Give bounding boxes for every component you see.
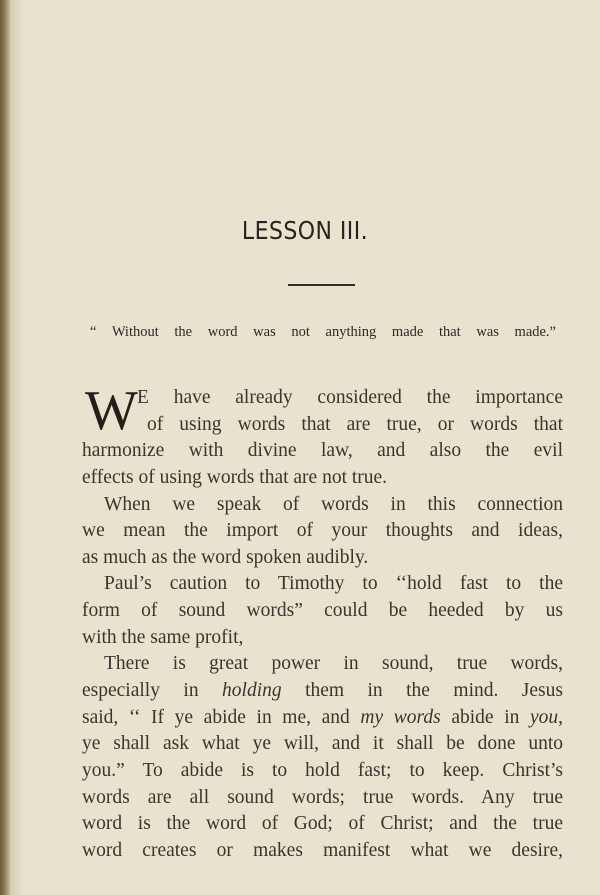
text-segment: word creates or makes manifest what we desire, — [82, 839, 563, 861]
text-segment: you.” To abide is to hold fast; to keep. Christ’s — [82, 759, 563, 781]
text-line — [82, 385, 563, 412]
text-segment: word is the word of God; of Christ; and the true — [82, 813, 563, 835]
drop-cap: W — [85, 380, 138, 442]
text-segment: we mean the import of your thoughts and ideas, — [82, 520, 563, 542]
text-line — [82, 465, 563, 492]
text-segment: words are all sound words; true words. Any true — [82, 786, 563, 808]
text-segment: Paul’s caution to Timothy to ‘‘hold fast to the — [104, 573, 563, 595]
body-lines — [82, 380, 564, 865]
italic-text: you — [529, 706, 559, 728]
text-line — [82, 492, 563, 519]
text-line — [82, 705, 563, 732]
book-spine-shadow — [0, 0, 10, 895]
text-segment: of using words that are true, or words that — [147, 413, 563, 435]
text-line — [82, 412, 563, 439]
text-segment: There is great power in sound, true words, — [104, 653, 563, 675]
text-segment: said, ‘‘ If ye abide in me, and — [82, 706, 361, 728]
text-line — [82, 811, 563, 838]
text-line — [82, 731, 563, 758]
text-segment: , — [558, 706, 564, 728]
text-line — [82, 625, 563, 652]
lesson-title: LESSON III. — [241, 216, 369, 245]
text-line — [82, 651, 563, 678]
text-line — [82, 598, 563, 625]
text-segment: form of sound words” could be heeded by us — [82, 600, 563, 622]
italic-text: holding — [222, 680, 282, 702]
title-rule — [288, 284, 355, 286]
text-line — [82, 838, 563, 865]
epigraph: “ Without the word was not anything made that was made.” — [90, 324, 556, 340]
text-line — [82, 678, 563, 705]
text-segment: E have already considered the importance — [137, 387, 563, 408]
text-line — [82, 545, 563, 572]
text-line — [82, 438, 563, 465]
page-gutter — [10, 0, 24, 895]
text-segment: abide in — [440, 706, 530, 728]
text-segment: them in the mind. Jesus — [281, 680, 563, 702]
text-segment: When we speak of words in this connection — [104, 493, 563, 515]
text-line — [82, 785, 563, 812]
text-segment: with the same profit, — [82, 626, 244, 648]
text-segment: ye shall ask what ye will, and it shall be done unto — [82, 733, 563, 755]
text-line — [82, 518, 563, 545]
text-segment: especially in — [82, 680, 223, 702]
italic-text: my words — [360, 706, 441, 728]
body-text — [82, 380, 564, 865]
text-segment: effects of using words that are not true. — [82, 466, 388, 488]
text-segment: as much as the word spoken audibly. — [82, 546, 369, 568]
text-segment: harmonize with divine law, and also the evil — [82, 440, 563, 462]
text-line — [82, 571, 563, 598]
text-line — [82, 758, 563, 785]
